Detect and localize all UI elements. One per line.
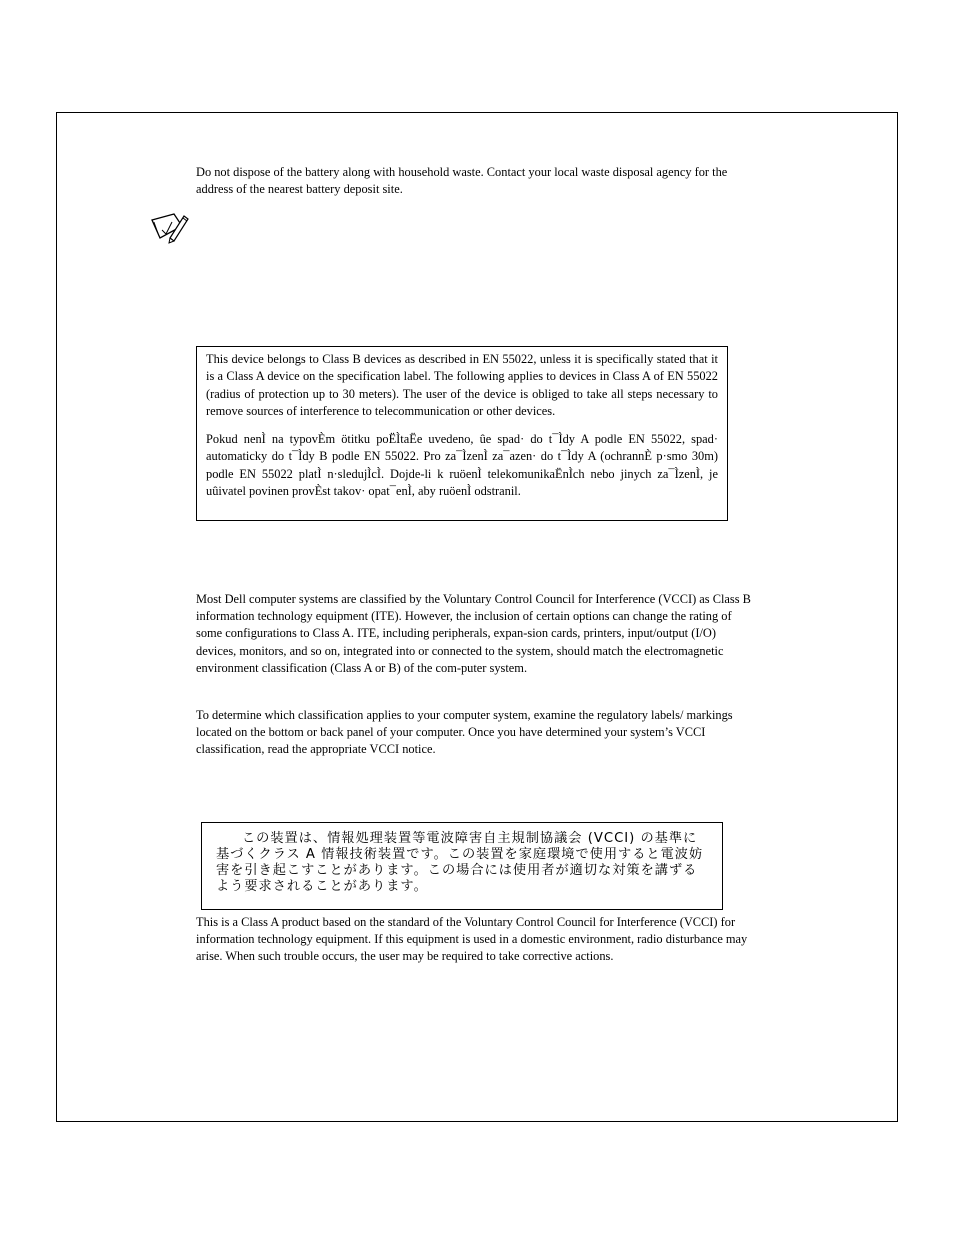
class-b-english-text: This device belongs to Class B devices as described in EN 55022, unless it is specifically stated that it is a Class A device on the specification label. The following applies to devices in Class A of EN 55022 (radius of protection up to 30 meters). The user of the device is obliged to take all steps necessary to remove sources of interference to telecommunication or other devices.	[206, 352, 718, 418]
vcci-class-a-japanese-box	[201, 822, 723, 910]
battery-disposal-notice: Do not dispose of the battery along with household waste. Contact your local waste disposal agency for the address of the nearest battery deposit site.	[196, 165, 728, 197]
class-a-english-notice: This is a Class A product based on the standard of the Voluntary Control Council for Interference (VCCI) for information technology equipment. If this equipment is used in a domestic environment, radio disturbance may arise. When such trouble occurs, the user may be required to take corrective actions.	[196, 915, 748, 964]
vcci-determine-paragraph: To determine which classification applies to your computer system, examine the regulatory labels/ markings located on the bottom or back panel of your computer. Once you have determined your system’s VCCI classification, read the appropriate VCCI notice.	[196, 708, 733, 757]
class-b-czech-text: Pokud nenÌ na typovÈm ötitku poËÌtaËe uvedeno, ûe spad· do t¯Ìdy A podle EN 55022, spad· automaticky do t¯Ìdy B podle EN 55022. Pro za¯ÌzenÌ za¯azen· do t¯Ìdy A (ochrannÈ p·smo 30m) podle EN 55022 platÌ n·sledujÌcÌ. Dojde-li k ruöenÌ telekomunikaËnÌch nebo jinych za¯ÌzenÌ, je uûivatel povinen provÈst takov· opat¯enÌ, aby ruöenÌ odstranil.	[206, 432, 718, 499]
note-pencil-icon	[148, 208, 190, 248]
vcci-intro-paragraph: Most Dell computer systems are classified by the Voluntary Control Council for Interference (VCCI) as Class B information technology equipment (ITE). However, the inclusion of certain options can change the rating of some configurations to Class A. ITE, including peripherals, expan-sion cards, printers, input/output (I/O) devices, monitors, and so on, integrated into or connected to the system, should match the electromagnetic environment classification (Class A or B) of the com-puter system.	[196, 592, 751, 675]
czech-class-b-notice-box	[196, 346, 728, 521]
vcci-japanese-text: この装置は、情報処理装置等電波障害自主規制協議会 (VCCI) の基準に基づくクラス A 情報技術装置です。この装置を家庭環境で使用すると電波妨害を引き起こすことがあります。この場合には使用者が適切な対策を講ずるよう要求されることがあります。	[216, 831, 704, 894]
